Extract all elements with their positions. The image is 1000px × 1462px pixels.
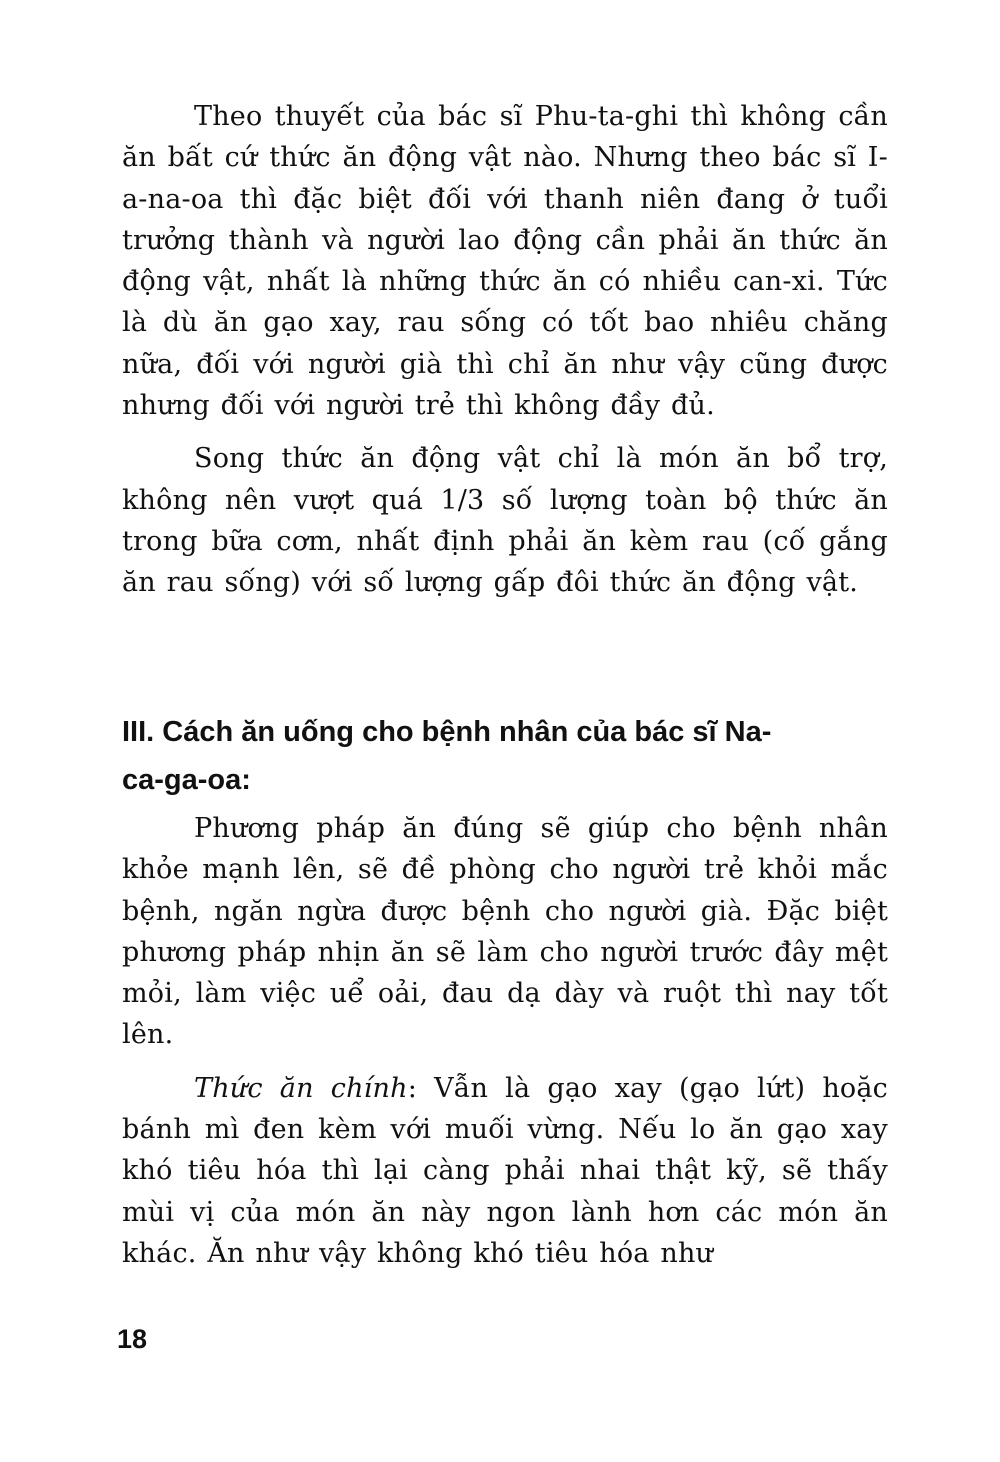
section-heading-line-1: III. Cách ăn uống cho bệnh nhân của bác sĩ Na- (122, 716, 772, 748)
paragraph-text: : Vẫn là gạo xay (gạo lứt) hoặc bánh mì đen kèm với muối vừng. Nếu lo ăn gạo xay khó tiêu hóa thì lại càng phải nhai thật kỹ, sẽ thấy mùi vị của món ăn này ngon lành hơn các món ăn khác. Ăn như vậy không khó tiêu hóa như (122, 1072, 888, 1269)
section-heading (122, 708, 888, 804)
section-heading-line-2: ca-ga-oa: (122, 764, 251, 796)
body-paragraph: Phương pháp ăn đúng sẽ giúp cho bệnh nhân khỏe mạnh lên, sẽ đề phòng cho người trẻ khỏi mắc bệnh, ngăn ngừa được bệnh cho người già. Đặc biệt phương pháp nhịn ăn sẽ làm cho người trước đây mệt mỏi, làm việc uể oải, đau dạ dày và ruột thì nay tốt lên. (122, 813, 888, 1051)
body-paragraph: Song thức ăn động vật chỉ là món ăn bổ trợ, không nên vượt quá 1/3 số lượng toàn bộ thức ăn trong bữa cơm, nhất định phải ăn kèm rau (cố gắng ăn rau sống) với số lượng gấp đôi thức ăn động vật. (122, 443, 888, 599)
body-paragraph: Theo thuyết của bác sĩ Phu-ta-ghi thì không cần ăn bất cứ thức ăn động vật nào. Nhưng theo bác sĩ I-a-na-oa thì đặc biệt đối với thanh niên đang ở tuổi trưởng thành và người lao động cần phải ăn thức ăn động vật, nhất là những thức ăn có nhiều can-xi. Tức là dù ăn gạo xay, rau sống có tốt bao nhiêu chăng nữa, đối với người già thì chỉ ăn như vậy cũng được nhưng đối với người trẻ thì không đầy đủ. (122, 101, 888, 422)
section-two-body (122, 96, 888, 604)
page-number: 18 (117, 1324, 148, 1354)
italic-term: Thức ăn chính (194, 1072, 408, 1104)
body-paragraph (122, 1068, 888, 1274)
section-three-body (122, 808, 888, 1274)
